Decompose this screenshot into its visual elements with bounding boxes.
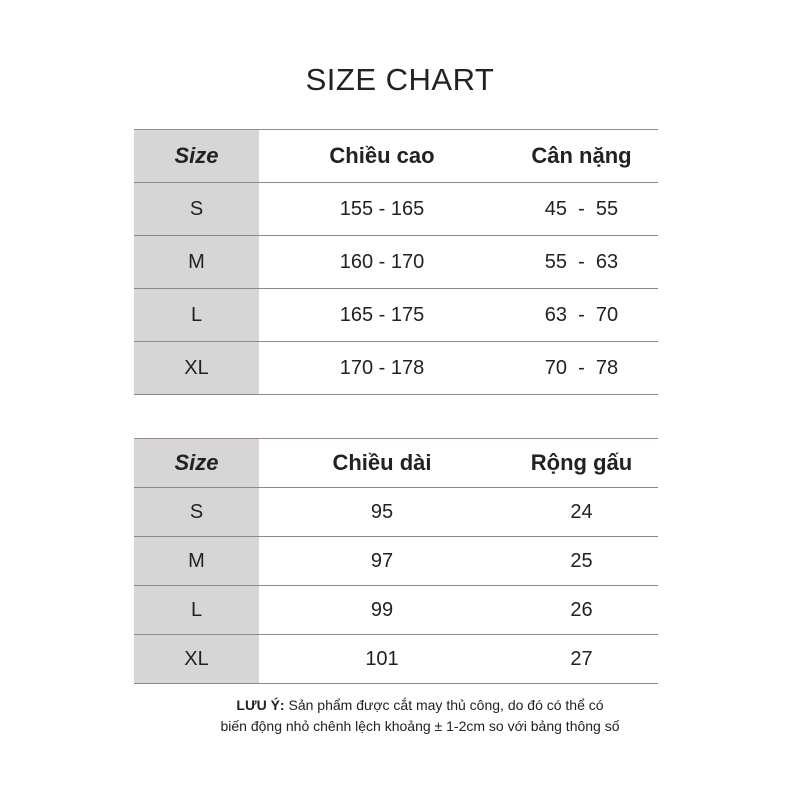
table-row	[134, 236, 658, 289]
note-label: LƯU Ý:	[236, 697, 285, 713]
length-value: 95	[259, 488, 505, 537]
table-row	[134, 586, 658, 635]
note-line-2: biến động nhỏ chênh lệch khoảng ± 1-2cm so với bảng thông số	[220, 718, 620, 734]
size-label: S	[134, 183, 259, 236]
header-hem-width: Rộng gấu	[505, 439, 658, 488]
table-row	[134, 183, 658, 236]
note-line-1	[0, 695, 800, 716]
table-row	[134, 289, 658, 342]
header-size: Size	[134, 130, 259, 183]
table-header-row	[134, 130, 658, 183]
table-row	[134, 342, 658, 395]
size-label: L	[134, 289, 259, 342]
size-label: XL	[134, 635, 259, 684]
size-label: M	[134, 236, 259, 289]
height-value: 155 - 165	[259, 183, 505, 236]
header-height: Chiều cao	[259, 130, 505, 183]
length-value: 97	[259, 537, 505, 586]
weight-value: 70 - 78	[505, 342, 658, 395]
table-header-row	[134, 439, 658, 488]
size-table-height-weight	[134, 129, 658, 395]
size-label: M	[134, 537, 259, 586]
hem-width-value: 24	[505, 488, 658, 537]
length-value: 101	[259, 635, 505, 684]
size-label: S	[134, 488, 259, 537]
hem-width-value: 27	[505, 635, 658, 684]
weight-value: 45 - 55	[505, 183, 658, 236]
height-value: 165 - 175	[259, 289, 505, 342]
length-value: 99	[259, 586, 505, 635]
size-label: XL	[134, 342, 259, 395]
header-size: Size	[134, 439, 259, 488]
header-weight: Cân nặng	[505, 130, 658, 183]
table-row	[134, 537, 658, 586]
table-row	[134, 635, 658, 684]
weight-value: 63 - 70	[505, 289, 658, 342]
size-table-length-hem	[134, 438, 658, 684]
note-line-1-text: Sản phẩm được cắt may thủ công, do đó có thể có	[288, 697, 604, 713]
table-row	[134, 488, 658, 537]
note-text	[0, 695, 800, 737]
height-value: 170 - 178	[259, 342, 505, 395]
hem-width-value: 25	[505, 537, 658, 586]
weight-value: 55 - 63	[505, 236, 658, 289]
height-value: 160 - 170	[259, 236, 505, 289]
hem-width-value: 26	[505, 586, 658, 635]
size-label: L	[134, 586, 259, 635]
page-title: SIZE CHART	[305, 62, 495, 97]
header-length: Chiều dài	[259, 439, 505, 488]
